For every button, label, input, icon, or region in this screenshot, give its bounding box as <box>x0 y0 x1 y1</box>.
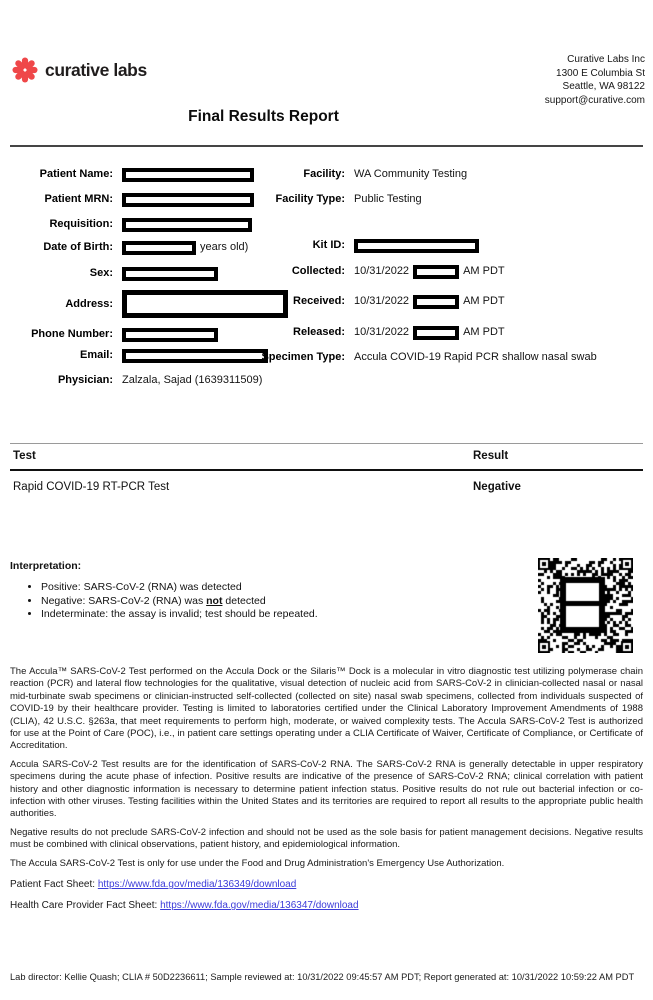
dob-row <box>10 240 265 255</box>
provider-fact-sheet-line <box>10 900 643 912</box>
page-title: Final Results Report <box>188 108 339 125</box>
brand-name: curative labs <box>45 59 147 80</box>
specimen-type-value: Accula COVID-19 Rapid PCR shallow nasal swab <box>354 351 597 363</box>
address-label: Address: <box>65 297 113 310</box>
requisition-redacted <box>122 218 252 232</box>
lab-director-footer: Lab director: Kellie Quash; CLIA # 50D2236611; Sample reviewed at: 10/31/2022 09:45:57 AM PDT; Report generated at: 10/31/2022 10:59:22 AM PDT <box>10 972 635 982</box>
patient-fact-sheet-label: Patient Fact Sheet: <box>10 879 98 891</box>
specimen-type-label: Specimen Type: <box>261 351 345 363</box>
company-name: Curative Labs Inc <box>567 54 645 65</box>
facility-label: Facility: <box>303 168 345 180</box>
patient-fact-sheet-link[interactable]: https://www.fda.gov/media/136349/download <box>97 879 297 891</box>
released-label: Released: <box>293 326 345 338</box>
released-date: 10/31/2022 <box>354 326 410 338</box>
phone-row <box>10 327 265 342</box>
patient-info-column <box>10 160 265 388</box>
legal-paragraph-3: Negative results do not preclude SARS-CoV-2 infection and should not be used as the sole basis for patient management decisions. Negative results must be combined with clinical observations, patient history, and epidemiological information. <box>10 826 643 851</box>
sex-label: Sex: <box>89 267 113 279</box>
requisition-row <box>10 217 265 232</box>
sex-row <box>10 266 265 281</box>
received-suffix: AM PDT <box>463 295 505 307</box>
legal-paragraph-4: The Accula SARS-CoV-2 Test is only for use under the Food and Drug Administration's Emergency Use Authorization. <box>10 857 505 869</box>
released-suffix: AM PDT <box>463 326 505 338</box>
interpretation-negative-emph: not <box>206 594 223 607</box>
phone-redacted <box>122 328 218 342</box>
patient-name-label: Patient Name: <box>39 168 113 180</box>
interpretation-heading: Interpretation: <box>10 560 82 572</box>
asterisk-flower-icon <box>12 57 38 83</box>
interpretation-section <box>10 560 515 622</box>
interpretation-negative-pre: Negative: SARS-CoV-2 (RNA) was <box>41 594 207 607</box>
legal-paragraph-2: Accula SARS-CoV-2 Test results are for the identification of SARS-CoV-2 RNA. The SARS-CoV-2 RNA is generally detectable in upper respiratory specimens during the acute phase of infection. Positive results are indicative of the presence of SARS-CoV-2 RNA; clinical correlation with patient history and other diagnostic information is necessary to determine patient infection status. Positive results do not rule out bacterial infection or co-infection with other viruses. Testing facilities within the United States and its territories are required to report all results to the appropriate public health authorities. <box>10 758 643 820</box>
qr-code <box>538 558 633 653</box>
company-street: 1300 E Columbia St <box>556 67 645 79</box>
collected-row <box>247 264 647 279</box>
dob-label: Date of Birth: <box>43 241 113 253</box>
released-row <box>247 325 647 340</box>
facility-type-row <box>247 192 647 207</box>
physician-row <box>10 373 265 388</box>
received-time-redacted <box>413 295 459 309</box>
received-row <box>247 294 647 309</box>
results-table <box>10 443 643 493</box>
collected-label: Collected: <box>291 265 345 277</box>
facility-value: WA Community Testing <box>354 168 468 180</box>
kit-id-redacted <box>354 239 479 253</box>
physician-value: Zalzala, Sajad (1639311509) <box>122 374 263 386</box>
facility-type-label: Facility Type: <box>275 193 345 205</box>
collected-time-redacted <box>413 265 459 279</box>
requisition-label: Requisition: <box>49 218 113 230</box>
released-time-redacted <box>413 326 459 340</box>
table-row <box>10 471 643 493</box>
result-column-header: Result <box>473 450 509 462</box>
facility-type-value: Public Testing <box>354 193 422 205</box>
curative-labs-logo <box>12 57 147 83</box>
physician-label: Physician: <box>57 374 113 386</box>
patient-name-row <box>10 167 265 182</box>
specimen-type-row <box>247 350 647 365</box>
company-email: support@curative.com <box>544 94 645 106</box>
received-label: Received: <box>293 295 345 307</box>
received-date: 10/31/2022 <box>354 295 410 307</box>
interpretation-indeterminate: • Indeterminate: the assay is invalid; test should be repeated. <box>41 608 515 622</box>
email-row <box>10 348 265 363</box>
kit-id-row <box>247 238 647 253</box>
header-divider <box>10 145 643 147</box>
facility-row <box>247 167 647 182</box>
test-column-header: Test <box>13 450 36 462</box>
kit-id-label: Kit ID: <box>312 239 345 251</box>
interpretation-negative <box>41 595 515 609</box>
collected-date: 10/31/2022 <box>354 265 410 277</box>
dob-redacted <box>122 241 196 255</box>
test-result-cell: Negative <box>473 481 521 493</box>
patient-fact-sheet-line <box>10 879 643 891</box>
legal-text-section <box>10 666 643 912</box>
sex-redacted <box>122 267 218 281</box>
interpretation-positive: • Positive: SARS-CoV-2 (RNA) was detected <box>41 581 515 595</box>
results-table-header <box>10 443 643 471</box>
collected-suffix: AM PDT <box>463 265 505 277</box>
dob-suffix: years old) <box>200 241 249 253</box>
patient-mrn-row <box>10 192 265 207</box>
patient-mrn-redacted <box>122 193 254 207</box>
phone-label: Phone Number: <box>31 328 113 340</box>
facility-info-column <box>247 160 647 365</box>
company-city: Seattle, WA 98122 <box>562 81 645 92</box>
email-label: Email: <box>79 349 113 361</box>
provider-fact-sheet-link[interactable]: https://www.fda.gov/media/136347/download <box>160 900 359 912</box>
company-address-block <box>545 53 645 107</box>
interpretation-negative-post: detected <box>222 594 266 607</box>
patient-name-redacted <box>122 168 254 182</box>
address-row <box>10 290 265 318</box>
test-name-cell: Rapid COVID-19 RT-PCR Test <box>13 481 170 493</box>
patient-mrn-label: Patient MRN: <box>44 193 113 205</box>
legal-paragraph-1: The Accula™ SARS-CoV-2 Test performed on the Accula Dock or the Silaris™ Dock is a molecular in vitro diagnostic test utilizing polymerase chain reaction (PCR) and lateral flow technologies for the qualitative, visual detection of nucleic acid from SARS-CoV-2 in clinician-collected nasal or nasal mid-turbinate swab specimens or clinician-instructed self-collected (collected on site) nasal swab specimens, collected from individuals suspected of COVID-19 by their healthcare provider. Testing is limited to laboratories certified under the Clinical Laboratory Improvement Amendments of 1988 (CLIA), 42 U.S.C. §263a, that meet requirements to perform high, moderate, or waived complexity tests. The Accula SARS-CoV-2 Test is authorized for use at the Point of Care (POC), i.e., in patient care settings operating under a CLIA Certificate of Waiver, Certificate of Compliance, or Certificate of Accreditation. <box>10 666 643 752</box>
interpretation-list <box>10 581 515 622</box>
provider-fact-sheet-label: Health Care Provider Fact Sheet: <box>10 900 161 912</box>
